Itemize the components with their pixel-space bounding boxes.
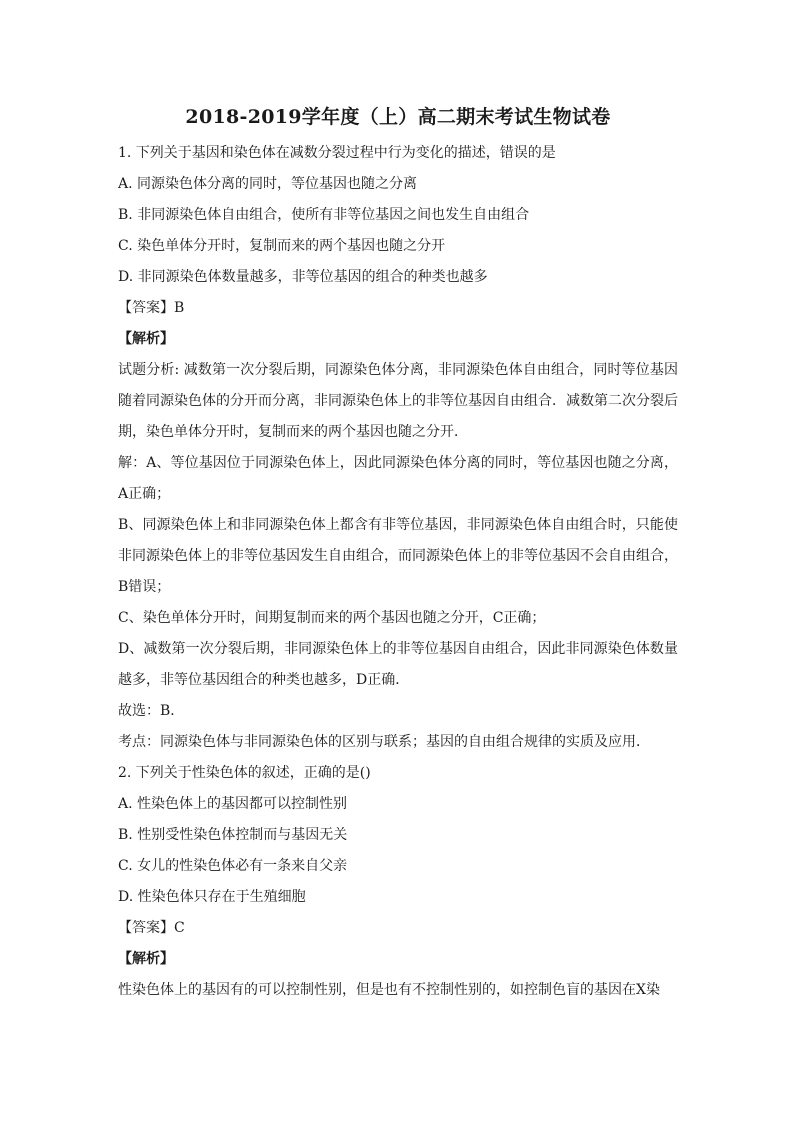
question-stem: 2. 下列关于性染色体的叙述，正确的是() <box>118 765 371 781</box>
analysis-paragraph: C、染色单体分开时，间期复制而来的两个基因也随之分开，C正确； <box>118 610 546 626</box>
analysis-paragraph: 试题分析: 减数第一次分裂后期，同源染色体分离，非同源染色体自由组合，同时等位基因随着同源染色体的分开而分离，非同源染色体上的非等位基因自由组合．减数第二次分裂后期，染色单体分开时，复制而来的两个基因也随之分开． <box>118 362 678 440</box>
analysis-heading: 【解析】 <box>118 951 174 967</box>
analysis-paragraph: 故选：B． <box>118 703 185 719</box>
page-title: 2018-2019学年度（上）高二期末考试生物试卷 <box>185 106 611 128</box>
question-1 <box>118 138 678 758</box>
analysis-paragraph: 解：A、等位基因位于同源染色体上，因此同源染色体分离的同时，等位基因也随之分离，A正确； <box>118 455 678 502</box>
option-c: C. 女儿的性染色体必有一条来自父亲 <box>118 858 348 874</box>
analysis-paragraph: B、同源染色体上和非同源染色体上都含有非等位基因，非同源染色体自由组合时，只能使非同源染色体上的非等位基因发生自由组合，而同源染色体上的非等位基因不会自由组合，B错误； <box>118 517 678 595</box>
option-b: B. 非同源染色体自由组合，使所有非等位基因之间也发生自由组合 <box>118 207 530 223</box>
question-stem: 1. 下列关于基因和染色体在减数分裂过程中行为变化的描述，错误的是 <box>118 145 556 161</box>
answer-line: 【答案】C <box>118 920 185 936</box>
option-d: D. 性染色体只存在于生殖细胞 <box>118 889 306 905</box>
document-page <box>118 100 678 1006</box>
analysis-heading: 【解析】 <box>118 331 174 347</box>
analysis-paragraph: D、减数第一次分裂后期，非同源染色体上的非等位基因自由组合，因此非同源染色体数量越多，非等位基因组合的种类也越多，D正确． <box>118 641 678 688</box>
option-c: C. 染色单体分开时，复制而来的两个基因也随之分开 <box>118 238 446 254</box>
answer-line: 【答案】B <box>118 300 185 316</box>
analysis-paragraph: 性染色体上的基因有的可以控制性别，但是也有不控制性别的，如控制色盲的基因在X染 <box>118 982 660 998</box>
option-d: D. 非同源染色体数量越多，非等位基因的组合的种类也越多 <box>118 269 488 285</box>
option-a: A. 性染色体上的基因都可以控制性别 <box>118 796 348 812</box>
option-a: A. 同源染色体分离的同时，等位基因也随之分离 <box>118 176 418 192</box>
analysis-paragraph: 考点：同源染色体与非同源染色体的区别与联系；基因的自由组合规律的实质及应用． <box>118 734 650 750</box>
question-2 <box>118 758 678 1006</box>
option-b: B. 性别受性染色体控制而与基因无关 <box>118 827 348 843</box>
